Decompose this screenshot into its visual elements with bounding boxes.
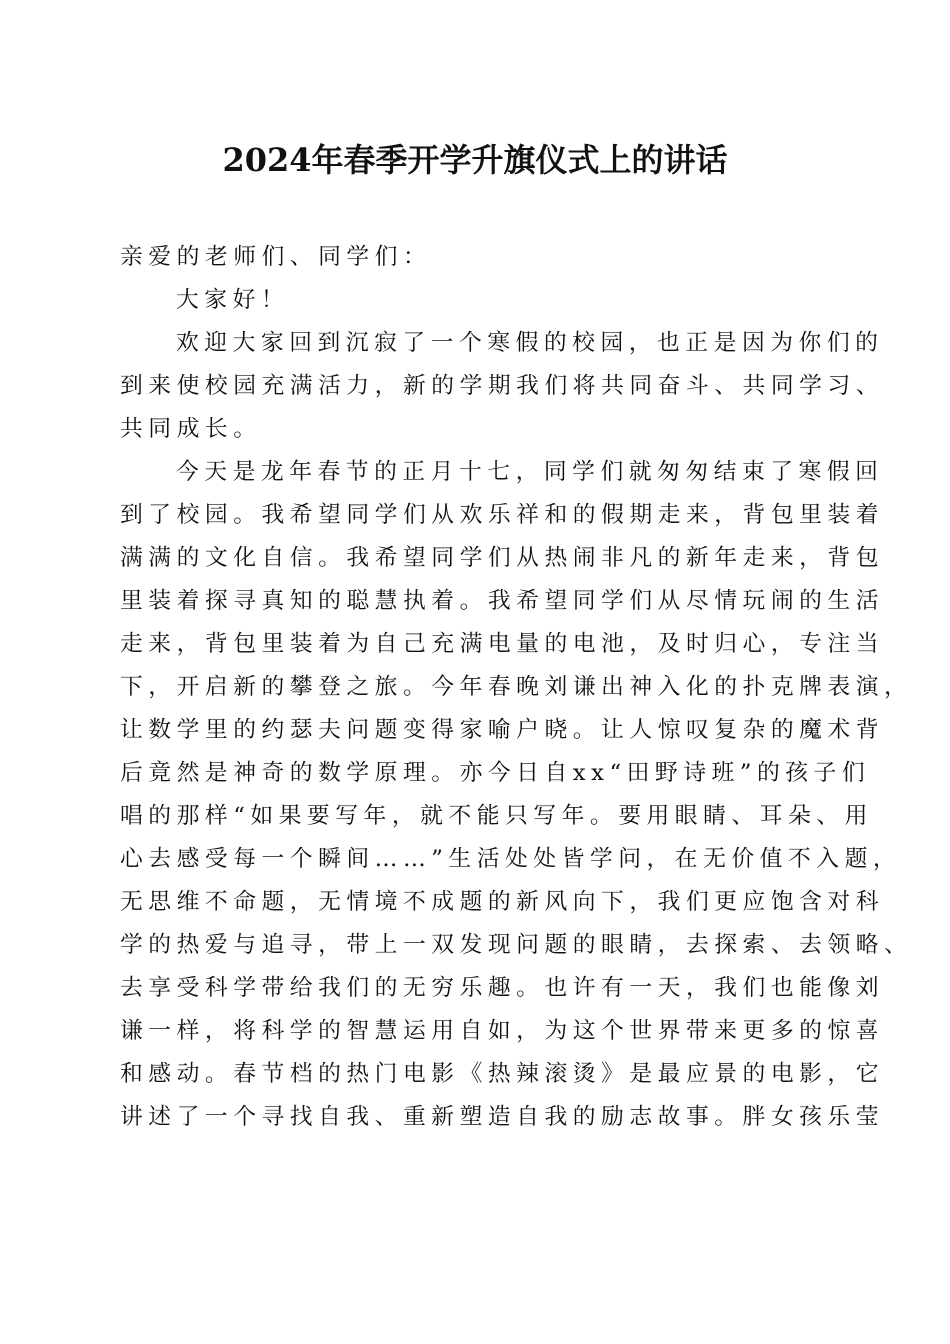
paragraph-welcome	[120, 322, 885, 451]
text-line: 大家好！	[176, 287, 290, 313]
text-line: 今天是龙年春节的正月十七，同学们就匆匆结束了寒假回	[176, 459, 884, 485]
text-line: 让数学里的约瑟夫问题变得家喻户晓。让人惊叹复杂的魔术背	[120, 717, 885, 743]
text-line: 走来，背包里装着为自己充满电量的电池，及时归心，专注当	[120, 631, 885, 657]
text-line: 里装着探寻真知的聪慧执着。我希望同学们从尽情玩闹的生活	[120, 588, 885, 614]
text-line: 后竟然是神奇的数学原理。亦今日自xx“田野诗班”的孩子们	[120, 760, 871, 786]
text-line: 共同成长。	[120, 416, 262, 442]
text-line: 唱的那样“如果要写年，就不能只写年。要用眼睛、耳朵、用	[120, 803, 873, 829]
document-title: 2024年春季开学升旗仪式上的讲话	[222, 141, 728, 179]
paragraph-main	[120, 451, 913, 1139]
text-line: 心去感受每一个瞬间……”生活处处皆学问，在无价值不入题，	[120, 846, 902, 872]
text-line: 和感动。春节档的热门电影《热辣滚烫》是最应景的电影，它	[120, 1061, 885, 1087]
text-line: 下，开启新的攀登之旅。今年春晚刘谦出神入化的扑克牌表演，	[120, 674, 913, 700]
text-line: 到了校园。我希望同学们从欢乐祥和的假期走来，背包里装着	[120, 502, 885, 528]
text-line: 讲述了一个寻找自我、重新塑造自我的励志故事。胖女孩乐莹	[120, 1104, 885, 1130]
salutation: 亲爱的老师们、同学们：	[120, 244, 432, 270]
text-line: 谦一样，将科学的智慧运用自如，为这个世界带来更多的惊喜	[120, 1018, 885, 1044]
text-line: 无思维不命题，无情境不成题的新风向下，我们更应饱含对科	[120, 889, 885, 915]
document-body	[120, 236, 913, 1139]
text-line: 去享受科学带给我们的无穷乐趣。也许有一天，我们也能像刘	[120, 975, 885, 1001]
paragraph-greeting	[120, 279, 832, 322]
text-line: 欢迎大家回到沉寂了一个寒假的校园，也正是因为你们的	[176, 330, 884, 356]
text-line: 学的热爱与追寻，带上一双发现问题的眼睛，去探索、去领略、	[120, 932, 913, 958]
text-line: 满满的文化自信。我希望同学们从热闹非凡的新年走来，背包	[120, 545, 885, 571]
text-line: 到来使校园充满活力，新的学期我们将共同奋斗、共同学习、	[120, 373, 885, 399]
